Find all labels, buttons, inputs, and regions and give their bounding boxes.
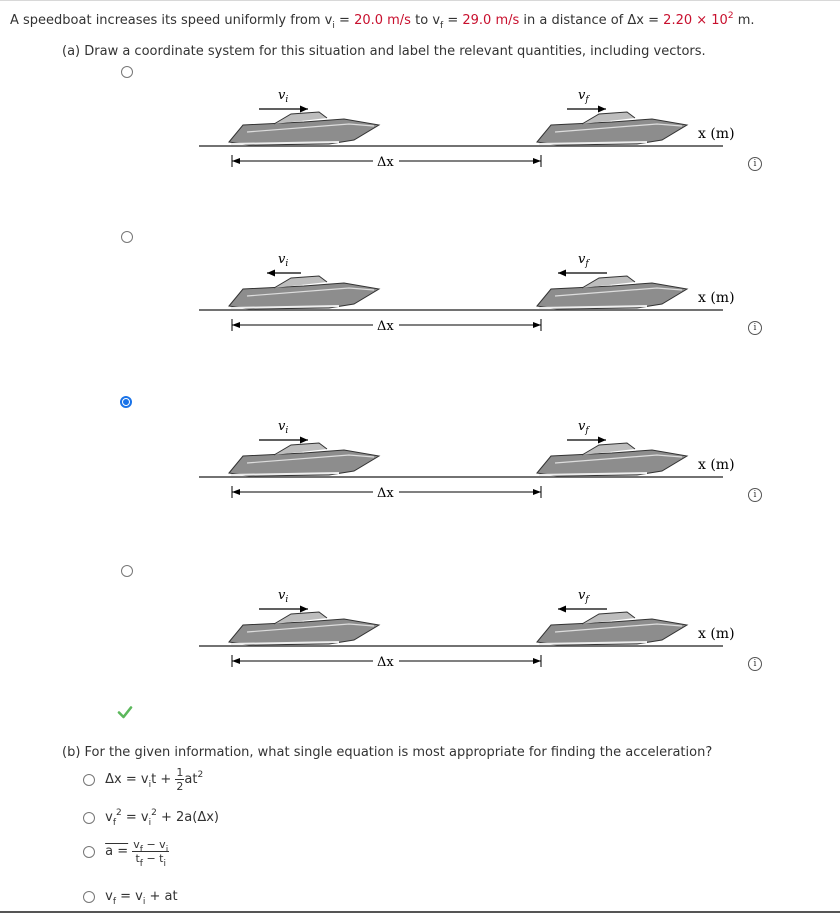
equation-4-radio[interactable] [83, 891, 95, 903]
boat-final [537, 276, 687, 309]
option-1-radio[interactable] [121, 66, 133, 78]
dx-label: Δx [377, 155, 394, 170]
vi-label: $v_i$ [278, 419, 289, 436]
vf-value: 29.0 m/s [462, 13, 520, 28]
vf-label: $v_f$ [578, 88, 589, 105]
vi-arrow [267, 270, 301, 277]
dx-value: $2.20 \times 10^2$ [663, 11, 734, 28]
vf-label: $v_f$ [578, 419, 589, 436]
x-axis-label: x (m) [698, 126, 735, 142]
vf-arrow [567, 106, 606, 113]
equation-1-radio[interactable] [83, 774, 95, 786]
boat-initial [229, 276, 379, 309]
boat-final [537, 612, 687, 645]
vi-arrow [259, 437, 308, 444]
option-4-radio[interactable] [121, 565, 133, 577]
option-4-diagram [195, 582, 740, 692]
vf-arrow [558, 270, 607, 277]
part-b-prompt: (b) For the given information, what single equation is most appropriate for finding the acceleration? [62, 745, 713, 760]
vi-label: $v_i$ [278, 252, 289, 269]
option-3-diagram [195, 413, 740, 523]
bottom-divider [0, 911, 840, 913]
vi-arrow [259, 606, 308, 613]
vf-arrow [567, 437, 606, 444]
vi-value: 20.0 m/s [354, 13, 411, 28]
vi-arrow [259, 106, 308, 113]
vi-label: $v_i$ [278, 588, 289, 605]
equation-option-3[interactable]: a = $\frac{v_f - v_i}{t_f - t_i}$ [83, 838, 169, 865]
info-icon[interactable]: i [748, 157, 762, 171]
correct-check-icon [117, 704, 133, 720]
x-axis-label: x (m) [698, 457, 735, 473]
vi-label: $v_i$ [278, 88, 289, 105]
x-axis-label: x (m) [698, 626, 735, 642]
boat-initial [229, 612, 379, 645]
option-2-radio[interactable] [121, 231, 133, 243]
vf-label: $v_f$ [578, 588, 589, 605]
info-icon[interactable]: i [748, 321, 762, 335]
part-a-prompt: (a) Draw a coordinate system for this situation and label the relevant quantities, including vectors. [62, 44, 706, 59]
info-icon[interactable]: i [748, 488, 762, 502]
top-divider [0, 0, 840, 1]
equation-option-1[interactable]: $\Delta x = v_it$ + $\frac{1}{2}$ $at^2$ [83, 766, 203, 793]
dx-label: Δx [377, 655, 394, 670]
info-icon[interactable]: i [748, 657, 762, 671]
option-2-diagram [195, 246, 740, 356]
boat-initial [229, 443, 379, 476]
vf-arrow [558, 606, 607, 613]
boat-initial [229, 112, 379, 145]
x-axis-label: x (m) [698, 290, 735, 306]
vf-label: $v_f$ [578, 252, 589, 269]
equation-option-2[interactable]: $v_f^2 = v_i^2 + 2a(\Delta x)$ [83, 810, 219, 825]
question-statement: A speedboat increases its speed uniformly from $v_i = 20.0$ m/s to $v_f = 29.0$ m/s in a distance of $\Delta x = 2.20 \times 10^2$ m. [10, 11, 755, 31]
option-3-radio[interactable] [120, 396, 132, 408]
boat-final [537, 112, 687, 145]
dx-label: Δx [377, 486, 394, 501]
option-1-diagram [195, 82, 740, 192]
equation-3-radio[interactable] [83, 846, 95, 858]
equation-option-4[interactable]: $v_f = v_i$ + at [83, 889, 178, 904]
dx-label: Δx [377, 319, 394, 334]
equation-2-radio[interactable] [83, 812, 95, 824]
boat-final [537, 443, 687, 476]
